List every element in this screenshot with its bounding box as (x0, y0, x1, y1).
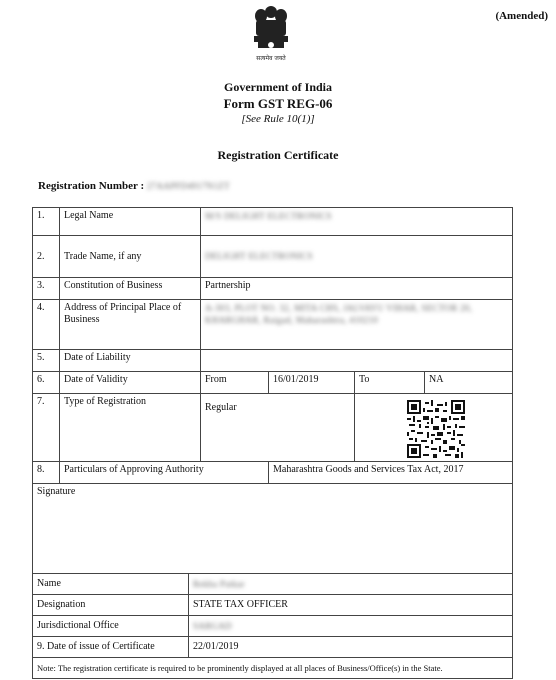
registration-type-value: Regular (201, 394, 355, 462)
table-row (33, 595, 513, 616)
row-number: 8. (33, 462, 60, 484)
jurisdictional-office-value: SARGAD (193, 620, 232, 631)
constitution-value: Partnership (201, 278, 513, 300)
table-row (33, 574, 513, 595)
certificate-note: Note: The registration certificate is required to be prominently displayed at all places of Business/Office(s) in the State. (33, 658, 513, 679)
qr-code-icon (407, 400, 465, 458)
liability-label: Date of Liability (60, 350, 201, 372)
table-row (33, 394, 513, 462)
designation-label: Designation (33, 595, 189, 616)
table-row (33, 372, 513, 394)
table-row (33, 236, 513, 278)
address-label: Address of Principal Place of Business (60, 300, 201, 350)
table-row (33, 208, 513, 236)
designation-value: STATE TAX OFFICER (189, 595, 513, 616)
row-number: 1. (33, 208, 60, 236)
validity-label: Date of Validity (60, 372, 201, 394)
government-heading: Government of India (224, 80, 332, 94)
table-row (33, 616, 513, 637)
approving-authority-label: Particulars of Approving Authority (60, 462, 269, 484)
name-label: Name (33, 574, 189, 595)
registration-number-label: Registration Number : (38, 180, 145, 192)
issue-date-label: 9. Date of issue of Certificate (33, 637, 189, 658)
rule-reference: [See Rule 10(1)] (241, 113, 315, 125)
validity-from-label: From (201, 372, 269, 394)
row-number: 7. (33, 394, 60, 462)
registration-number (38, 180, 230, 192)
validity-to-value: NA (425, 372, 513, 394)
table-row (33, 278, 513, 300)
constitution-label: Constitution of Business (60, 278, 201, 300)
signature-label: Signature (33, 484, 513, 574)
row-number: 2. (33, 236, 60, 278)
form-heading: Form GST REG-06 (223, 96, 333, 111)
name-value: Rekha Patkar (193, 578, 245, 589)
table-row (33, 350, 513, 372)
emblem-motto: सत्यमेव जयते (256, 55, 286, 62)
validity-to-label: To (355, 372, 425, 394)
table-row (33, 300, 513, 350)
table-row (33, 484, 513, 574)
trade-name-label: Trade Name, if any (60, 236, 201, 278)
validity-from-value: 16/01/2019 (269, 372, 355, 394)
registration-type-label: Type of Registration (60, 394, 201, 462)
address-value: A-303, PLOT NO. 32, MITA CHS, JALVAYU VIHAR, SECTOR 20, KHARGHAR, Raigad, Maharashtra, 410210 (205, 303, 473, 325)
legal-name-label: Legal Name (60, 208, 201, 236)
jurisdictional-office-label: Jurisdictional Office (33, 616, 189, 637)
certificate-title: Registration Certificate (217, 148, 339, 162)
table-row (33, 637, 513, 658)
trade-name-value: DELIGHT ELECTRONICS (205, 251, 313, 261)
row-number: 4. (33, 300, 60, 350)
legal-name-value: M/S DELIGHT ELECTRONICS (205, 211, 332, 221)
registration-number-value: 27AAPFD4917N1ZT (146, 181, 230, 191)
details-table (32, 207, 513, 484)
row-number: 5. (33, 350, 60, 372)
issue-date-value: 22/01/2019 (189, 637, 513, 658)
approving-authority-value: Maharashtra Goods and Services Tax Act, 2017 (269, 462, 513, 484)
signature-table (32, 483, 513, 679)
row-number: 6. (33, 372, 60, 394)
table-row (33, 658, 513, 679)
national-emblem-icon (246, 2, 296, 64)
liability-value (201, 350, 513, 372)
row-number: 3. (33, 278, 60, 300)
amended-label: (Amended) (495, 10, 548, 22)
table-row (33, 462, 513, 484)
